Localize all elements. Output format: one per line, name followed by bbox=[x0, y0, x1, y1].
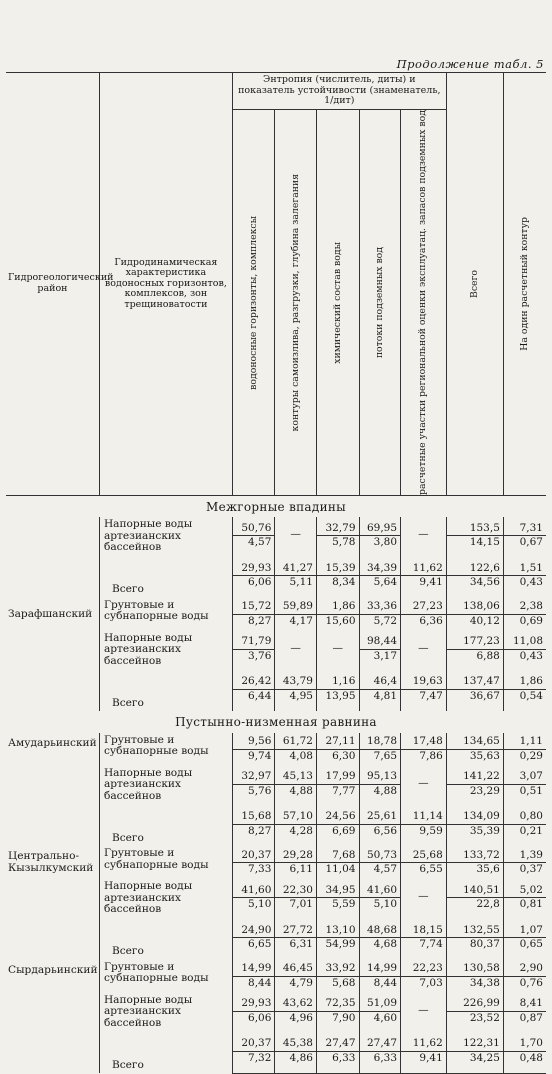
denominator-cell: 9,41 bbox=[401, 1051, 447, 1073]
header-col-sites-text: расчетные участки региональной оценки эксплуатац. запасов подземных вод bbox=[417, 110, 429, 495]
numerator-cell: 11,08 bbox=[503, 631, 546, 649]
numerator-cell: 48,68 bbox=[359, 916, 401, 938]
numerator-cell: 132,55 bbox=[446, 916, 503, 938]
numerator-cell: — bbox=[401, 517, 447, 554]
numerator-cell: 95,13 bbox=[359, 766, 401, 784]
numerator-cell: 22,30 bbox=[275, 879, 317, 897]
denominator-cell: 11,04 bbox=[316, 863, 359, 880]
numerator-cell: 32,79 bbox=[316, 517, 359, 535]
section-title-row bbox=[6, 495, 546, 517]
numerator-cell: 1,39 bbox=[503, 846, 546, 863]
denominator-cell: 6,69 bbox=[316, 824, 359, 846]
numerator-cell: — bbox=[401, 631, 447, 668]
denominator-cell: 6,56 bbox=[359, 824, 401, 846]
numerator-cell: 50,76 bbox=[232, 517, 275, 535]
header-col-aquifers bbox=[232, 110, 275, 496]
row-label: Напорные воды артезианских бассейнов bbox=[99, 631, 232, 668]
numerator-cell: 137,47 bbox=[446, 667, 503, 689]
denominator-cell: 14,15 bbox=[446, 536, 503, 554]
denominator-cell: 0,65 bbox=[519, 938, 543, 951]
denominator-cell: 5,11 bbox=[275, 576, 317, 598]
numerator-cell: 45,38 bbox=[275, 1029, 317, 1051]
row-label: Всего bbox=[99, 554, 232, 598]
denominator-cell: 23,29 bbox=[446, 784, 503, 802]
denominator-cell: 80,37 bbox=[446, 938, 503, 960]
numerator-cell: 24,56 bbox=[316, 802, 359, 824]
table-row bbox=[6, 733, 546, 750]
header-col-chemistry-text: химический состав воды bbox=[331, 241, 343, 364]
header-col-aquifers-text: водоносные горизонты, комплексы bbox=[247, 215, 259, 390]
numerator-cell: 134,09 bbox=[446, 802, 503, 824]
numerator-cell: 59,89 bbox=[275, 598, 317, 615]
numerator-cell: 11,62 bbox=[401, 554, 447, 576]
continuation-note: Продолжение табл. 5 bbox=[396, 57, 544, 71]
numerator-cell: 133,72 bbox=[446, 846, 503, 863]
header-col-per-contour-text: На один расчетный контур bbox=[518, 217, 530, 351]
header-entropy-text: Энтропия (числитель, диты) и показатель устойчивости (знаменатель, 1/дит) bbox=[238, 74, 441, 107]
numerator-cell: 41,60 bbox=[359, 879, 401, 897]
denominator-cell: 4,88 bbox=[359, 784, 401, 802]
table-row bbox=[6, 846, 546, 863]
numerator-cell: 27,47 bbox=[359, 1029, 401, 1051]
denominator-cell: 0,87 bbox=[519, 1011, 543, 1024]
row-label: Напорные воды артезианских бассейнов bbox=[99, 879, 232, 916]
numerator-cell: 34,39 bbox=[359, 554, 401, 576]
row-label: Всего bbox=[99, 667, 232, 711]
denominator-cell: 6,06 bbox=[232, 1011, 275, 1029]
denominator-cell: 4,57 bbox=[232, 536, 275, 554]
row-label: Всего bbox=[99, 916, 232, 960]
denominator-cell: 0,69 bbox=[519, 614, 543, 627]
numerator-cell: 1,51 bbox=[503, 554, 546, 576]
denominator-cell: 8,44 bbox=[359, 976, 401, 993]
numerator-cell: 14,99 bbox=[232, 960, 275, 977]
denominator-cell: 34,25 bbox=[446, 1051, 503, 1073]
numerator-cell: 29,93 bbox=[232, 993, 275, 1011]
numerator-cell: 98,44 bbox=[359, 631, 401, 649]
numerator-cell: 122,31 bbox=[446, 1029, 503, 1051]
denominator-cell: 7,86 bbox=[401, 749, 447, 766]
denominator-cell: 0,37 bbox=[519, 863, 543, 876]
numerator-cell: 32,97 bbox=[232, 766, 275, 784]
row-label: Грунтовые и субнапорные воды bbox=[99, 846, 232, 879]
denominator-cell: 5,59 bbox=[316, 898, 359, 916]
denominator-cell: 6,31 bbox=[275, 938, 317, 960]
denominator-cell: 8,27 bbox=[232, 824, 275, 846]
row-label: Напорные воды артезианских бассейнов bbox=[99, 993, 232, 1030]
row-label: Грунтовые и субнапорные воды bbox=[99, 733, 232, 766]
numerator-cell: 122,6 bbox=[446, 554, 503, 576]
header-col-contours-text: контуры самоизлива, разгрузки, глубина залегания bbox=[289, 173, 301, 432]
denominator-cell: 4,08 bbox=[275, 749, 317, 766]
numerator-cell: 11,14 bbox=[401, 802, 447, 824]
denominator-cell: 0,76 bbox=[519, 976, 543, 989]
denominator-cell: 34,38 bbox=[446, 976, 503, 993]
header-col-flows-text: потоки подземных вод bbox=[373, 246, 385, 359]
denominator-cell: 5,68 bbox=[316, 976, 359, 993]
numerator-cell: 26,42 bbox=[232, 667, 275, 689]
numerator-cell: 8,41 bbox=[503, 993, 546, 1011]
numerator-cell: 1,86 bbox=[503, 667, 546, 689]
numerator-cell: 2,38 bbox=[503, 598, 546, 615]
denominator-cell: 23,52 bbox=[446, 1011, 503, 1029]
numerator-cell: — bbox=[275, 517, 317, 554]
denominator-cell: 40,12 bbox=[446, 614, 503, 631]
numerator-cell: 27,11 bbox=[316, 733, 359, 750]
numerator-cell: 43,62 bbox=[275, 993, 317, 1011]
denominator-cell: 6,11 bbox=[275, 863, 317, 880]
numerator-cell: 141,22 bbox=[446, 766, 503, 784]
numerator-cell: 1,07 bbox=[503, 916, 546, 938]
region-name: Центрально-Кызылкумский bbox=[6, 846, 99, 960]
denominator-cell: 8,44 bbox=[232, 976, 275, 993]
header-region-text: Гидрогеологический район bbox=[8, 272, 114, 294]
table-body bbox=[6, 495, 546, 1073]
numerator-cell: 19,63 bbox=[401, 667, 447, 689]
denominator-cell: 7,01 bbox=[275, 898, 317, 916]
denominator-cell: 3,80 bbox=[359, 536, 401, 554]
row-label: Всего bbox=[99, 1029, 232, 1073]
denominator-cell: 9,74 bbox=[232, 749, 275, 766]
numerator-cell: 41,60 bbox=[232, 879, 275, 897]
denominator-cell: 5,10 bbox=[232, 898, 275, 916]
numerator-cell: 46,45 bbox=[275, 960, 317, 977]
denominator-cell: 7,74 bbox=[401, 938, 447, 960]
numerator-cell: 18,78 bbox=[359, 733, 401, 750]
denominator-cell: 9,41 bbox=[401, 576, 447, 598]
denominator-cell: 36,67 bbox=[446, 689, 503, 711]
row-label: Всего bbox=[99, 802, 232, 846]
denominator-cell: 6,33 bbox=[359, 1051, 401, 1073]
denominator-cell: 9,59 bbox=[401, 824, 447, 846]
header-region bbox=[6, 73, 114, 496]
numerator-cell: — bbox=[275, 631, 317, 668]
denominator-cell: 5,76 bbox=[232, 784, 275, 802]
numerator-cell: 134,65 bbox=[446, 733, 503, 750]
region-name: Зарафшанский bbox=[6, 517, 99, 711]
denominator-cell: 0,21 bbox=[519, 824, 543, 837]
denominator-cell: 0,43 bbox=[519, 649, 543, 662]
denominator-cell: 5,64 bbox=[359, 576, 401, 598]
denominator-cell: 7,32 bbox=[232, 1051, 275, 1073]
numerator-cell: 25,68 bbox=[401, 846, 447, 863]
numerator-cell: 1,16 bbox=[316, 667, 359, 689]
header-entropy-group bbox=[232, 73, 446, 110]
table-row bbox=[6, 517, 546, 535]
denominator-cell: 4,96 bbox=[275, 1011, 317, 1029]
header-col-total-text: Всего bbox=[468, 269, 480, 298]
denominator-cell: 0,54 bbox=[519, 689, 543, 702]
numerator-cell: 138,06 bbox=[446, 598, 503, 615]
denominator-cell: 4,68 bbox=[359, 938, 401, 960]
denominator-cell: 54,99 bbox=[316, 938, 359, 960]
numerator-cell: 46,4 bbox=[359, 667, 401, 689]
denominator-cell: 4,60 bbox=[359, 1011, 401, 1029]
section-title: Пустынно-низменная равнина bbox=[175, 715, 377, 730]
numerator-cell: 226,99 bbox=[446, 993, 503, 1011]
numerator-cell: 15,68 bbox=[232, 802, 275, 824]
numerator-cell: 71,79 bbox=[232, 631, 275, 649]
header-col-sites bbox=[401, 110, 447, 496]
header-col-total bbox=[446, 73, 503, 496]
numerator-cell: 20,37 bbox=[232, 846, 275, 863]
numerator-cell: 2,90 bbox=[503, 960, 546, 977]
numerator-cell: 45,13 bbox=[275, 766, 317, 784]
header-characteristic-text: Гидродинамическая характеристика водоносных горизонтов, комплексов, зон трещиноватости bbox=[104, 256, 227, 310]
numerator-cell: 1,86 bbox=[316, 598, 359, 615]
numerator-cell: — bbox=[316, 631, 359, 668]
numerator-cell: 18,15 bbox=[401, 916, 447, 938]
denominator-cell: 13,95 bbox=[316, 689, 359, 711]
numerator-cell: 14,99 bbox=[359, 960, 401, 977]
numerator-cell: 177,23 bbox=[446, 631, 503, 649]
numerator-cell: 1,70 bbox=[503, 1029, 546, 1051]
numerator-cell: 9,56 bbox=[232, 733, 275, 750]
numerator-cell: 5,02 bbox=[503, 879, 546, 897]
denominator-cell: 7,90 bbox=[316, 1011, 359, 1029]
denominator-cell: 7,77 bbox=[316, 784, 359, 802]
region-name: Сырдарьинский bbox=[6, 960, 99, 1074]
denominator-cell: 6,65 bbox=[232, 938, 275, 960]
denominator-cell: 3,17 bbox=[359, 649, 401, 667]
denominator-cell: 34,56 bbox=[446, 576, 503, 598]
numerator-cell: 61,72 bbox=[275, 733, 317, 750]
table-row bbox=[6, 960, 546, 977]
denominator-cell: 7,47 bbox=[401, 689, 447, 711]
denominator-cell: 6,44 bbox=[232, 689, 275, 711]
denominator-cell: 5,10 bbox=[359, 898, 401, 916]
numerator-cell: 7,68 bbox=[316, 846, 359, 863]
row-label: Грунтовые и субнапорные воды bbox=[99, 598, 232, 631]
row-label: Грунтовые и субнапорные воды bbox=[99, 960, 232, 993]
denominator-cell: 0,48 bbox=[503, 1051, 546, 1073]
denominator-cell: 6,33 bbox=[316, 1051, 359, 1073]
numerator-cell: 51,09 bbox=[359, 993, 401, 1011]
numerator-cell: 13,10 bbox=[316, 916, 359, 938]
denominator-cell: 6,06 bbox=[232, 576, 275, 598]
denominator-cell: 5,72 bbox=[359, 614, 401, 631]
numerator-cell: 33,36 bbox=[359, 598, 401, 615]
numerator-cell: 7,31 bbox=[503, 517, 546, 535]
denominator-cell: 0,43 bbox=[519, 576, 543, 589]
denominator-cell: 8,34 bbox=[316, 576, 359, 598]
denominator-cell: 4,57 bbox=[359, 863, 401, 880]
numerator-cell: 25,61 bbox=[359, 802, 401, 824]
denominator-cell: 6,88 bbox=[446, 649, 503, 667]
denominator-cell: 4,86 bbox=[275, 1051, 317, 1073]
denominator-cell: 35,6 bbox=[446, 863, 503, 880]
numerator-cell: 34,95 bbox=[316, 879, 359, 897]
numerator-cell: 29,28 bbox=[275, 846, 317, 863]
header-col-flows bbox=[359, 110, 401, 496]
section-title: Межгорные впадины bbox=[205, 499, 347, 514]
denominator-cell: 3,76 bbox=[232, 649, 275, 667]
numerator-cell: 0,80 bbox=[503, 802, 546, 824]
denominator-cell: 4,79 bbox=[275, 976, 317, 993]
numerator-cell: 24,90 bbox=[232, 916, 275, 938]
numerator-cell: 15,72 bbox=[232, 598, 275, 615]
numerator-cell: 17,48 bbox=[401, 733, 447, 750]
numerator-cell: 153,5 bbox=[446, 517, 503, 535]
numerator-cell: 27,72 bbox=[275, 916, 317, 938]
denominator-cell: 6,55 bbox=[401, 863, 447, 880]
denominator-cell: 0,29 bbox=[519, 749, 543, 762]
row-label: Напорные воды артезианских бассейнов bbox=[99, 766, 232, 803]
numerator-cell: — bbox=[401, 993, 447, 1030]
numerator-cell: 130,58 bbox=[446, 960, 503, 977]
denominator-cell: 22,8 bbox=[446, 898, 503, 916]
denominator-cell: 6,30 bbox=[316, 749, 359, 766]
entropy-table bbox=[6, 72, 546, 1074]
denominator-cell: 4,81 bbox=[359, 689, 401, 711]
denominator-cell: 35,39 bbox=[446, 824, 503, 846]
denominator-cell: 0,51 bbox=[519, 784, 543, 797]
numerator-cell: 50,73 bbox=[359, 846, 401, 863]
denominator-cell: 35,63 bbox=[446, 749, 503, 766]
header-col-per-contour bbox=[503, 73, 546, 496]
row-label: Напорные воды артезианских бассейнов bbox=[99, 517, 232, 554]
numerator-cell: 140,51 bbox=[446, 879, 503, 897]
header-characteristic bbox=[99, 73, 232, 496]
denominator-cell: 8,27 bbox=[232, 614, 275, 631]
numerator-cell: — bbox=[401, 879, 447, 916]
numerator-cell: 11,62 bbox=[401, 1029, 447, 1051]
numerator-cell: 33,92 bbox=[316, 960, 359, 977]
denominator-cell: 4,95 bbox=[275, 689, 317, 711]
section-title-row bbox=[6, 711, 546, 733]
numerator-cell: 43,79 bbox=[275, 667, 317, 689]
numerator-cell: — bbox=[401, 766, 447, 803]
denominator-cell: 4,88 bbox=[275, 784, 317, 802]
region-name: Амударьинский bbox=[6, 733, 99, 847]
denominator-cell: 7,03 bbox=[401, 976, 447, 993]
numerator-cell: 57,10 bbox=[275, 802, 317, 824]
denominator-cell: 4,28 bbox=[275, 824, 317, 846]
denominator-cell: 0,67 bbox=[519, 536, 543, 549]
denominator-cell: 15,60 bbox=[316, 614, 359, 631]
denominator-cell: 7,65 bbox=[359, 749, 401, 766]
numerator-cell: 29,93 bbox=[232, 554, 275, 576]
header-col-contours bbox=[275, 110, 317, 496]
numerator-cell: 1,11 bbox=[503, 733, 546, 750]
numerator-cell: 72,35 bbox=[316, 993, 359, 1011]
numerator-cell: 15,39 bbox=[316, 554, 359, 576]
numerator-cell: 22,23 bbox=[401, 960, 447, 977]
denominator-cell: 5,78 bbox=[316, 536, 359, 554]
numerator-cell: 3,07 bbox=[503, 766, 546, 784]
numerator-cell: 27,47 bbox=[316, 1029, 359, 1051]
denominator-cell: 6,36 bbox=[401, 614, 447, 631]
numerator-cell: 17,99 bbox=[316, 766, 359, 784]
numerator-cell: 41,27 bbox=[275, 554, 317, 576]
numerator-cell: 27,23 bbox=[401, 598, 447, 615]
numerator-cell: 20,37 bbox=[232, 1029, 275, 1051]
denominator-cell: 0,81 bbox=[519, 898, 543, 911]
numerator-cell: 69,95 bbox=[359, 517, 401, 535]
denominator-cell: 4,17 bbox=[275, 614, 317, 631]
denominator-cell: 7,33 bbox=[232, 863, 275, 880]
header-col-chemistry bbox=[316, 110, 359, 496]
